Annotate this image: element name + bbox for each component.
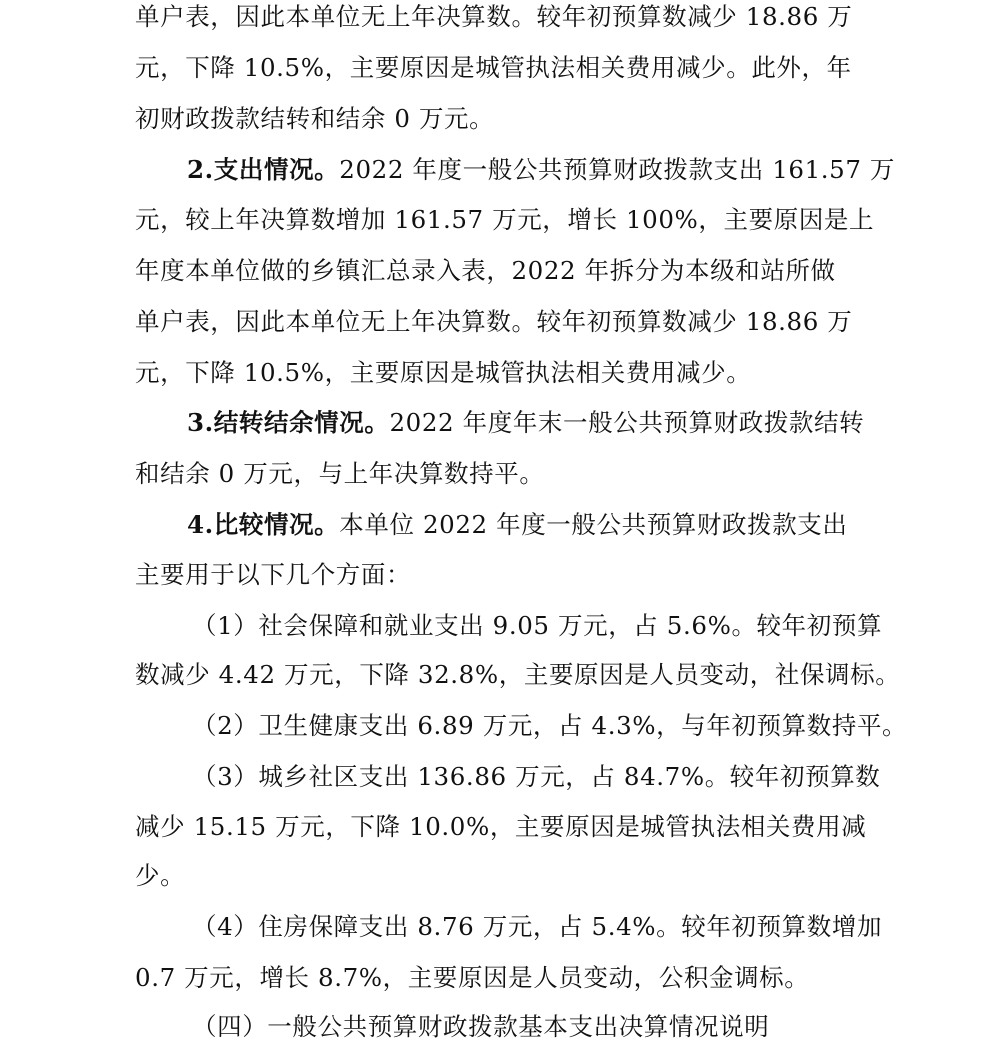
section-subheading: （四）一般公共预算财政拨款基本支出决算情况说明 (192, 1012, 770, 1041)
list-item: （4）住房保障支出 8.76 万元，占 5.4%。较年初预算数增加 (192, 912, 883, 941)
paragraph-line: 单户表，因此本单位无上年决算数。较年初预算数减少 18.86 万 (135, 2, 853, 31)
paragraph-line: 元，较上年决算数增加 161.57 万元，增长 100%，主要原因是上 (135, 205, 875, 234)
section-carryover: 3.结转结余情况。2022 年度年末一般公共预算财政拨款结转 (187, 408, 865, 437)
section-heading: 3.结转结余情况。 (187, 408, 390, 437)
paragraph-line: 年度本单位做的乡镇汇总录入表，2022 年拆分为本级和站所做 (135, 256, 836, 285)
paragraph-line: 0.7 万元，增长 8.7%，主要原因是人员变动，公积金调标。 (135, 963, 810, 992)
paragraph-line: 和结余 0 万元，与上年决算数持平。 (135, 459, 545, 488)
list-item: （2）卫生健康支出 6.89 万元，占 4.3%，与年初预算数持平。 (192, 711, 908, 740)
section-comparison: 4.比较情况。本单位 2022 年度一般公共预算财政拨款支出 (187, 510, 848, 539)
list-item: （3）城乡社区支出 136.86 万元，占 84.7%。较年初预算数 (192, 762, 881, 791)
paragraph-line: 元，下降 10.5%，主要原因是城管执法相关费用减少。 (135, 358, 752, 387)
paragraph-line: 减少 15.15 万元，下降 10.0%，主要原因是城管执法相关费用减 (135, 812, 867, 841)
paragraph-line: 单户表，因此本单位无上年决算数。较年初预算数减少 18.86 万 (135, 307, 853, 336)
paragraph-line: 数减少 4.42 万元，下降 32.8%，主要原因是人员变动，社保调标。 (135, 660, 901, 689)
paragraph-line: 少。 (135, 861, 186, 890)
section-heading: 2.支出情况。 (187, 155, 340, 184)
paragraph-line: 主要用于以下几个方面： (135, 560, 412, 589)
section-expenditure: 2.支出情况。2022 年度一般公共预算财政拨款支出 161.57 万 (187, 155, 896, 184)
list-item: （1）社会保障和就业支出 9.05 万元，占 5.6%。较年初预算 (192, 611, 883, 640)
section-heading: 4.比较情况。 (187, 510, 340, 539)
paragraph-line: 初财政拨款结转和结余 0 万元。 (135, 104, 495, 133)
paragraph-line: 元，下降 10.5%，主要原因是城管执法相关费用减少。此外，年 (135, 53, 852, 82)
